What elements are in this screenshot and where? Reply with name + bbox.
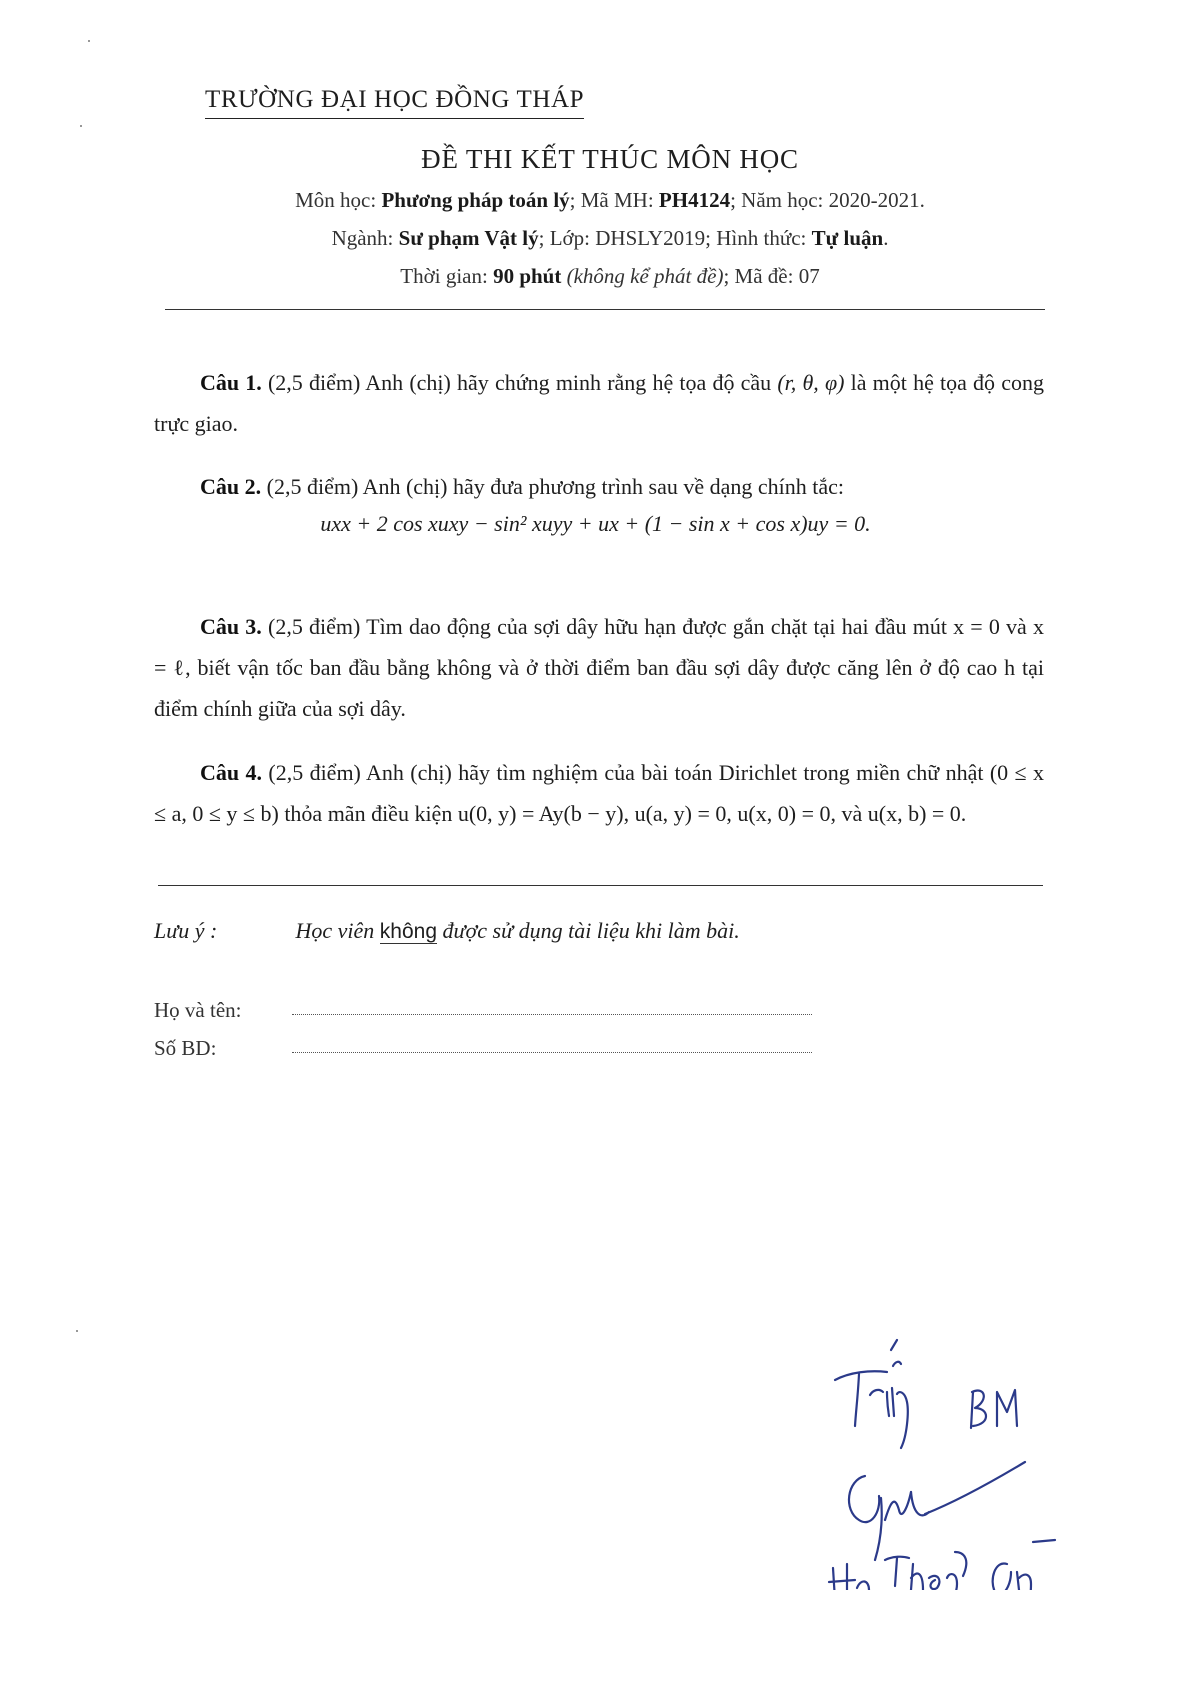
question-1-text-a: Anh (chị) hãy chứng minh rằng hệ tọa độ cầu [365, 370, 772, 395]
exam-code: 07 [798, 264, 820, 288]
school-year: 2020-2021. [828, 188, 925, 212]
id-field [154, 1036, 216, 1061]
question-3 [154, 606, 1044, 729]
form-end: . [883, 226, 889, 250]
question-1-math: (r, θ, φ) [777, 370, 845, 395]
course-name: Phương pháp toán lý [381, 188, 570, 212]
exam-duration: 90 phút [493, 264, 562, 288]
question-4-text: Anh (chị) hãy tìm nghiệm của bài toán Dirichlet trong miền chữ nhật (0 ≤ x ≤ a, 0 ≤ y ≤ b) thỏa mãn điều kiện u(0, y) = Ay(b − y), u(a, y) = 0, u(x, 0) = 0, và u(x, b) = 0. [154, 760, 1044, 826]
course-line [0, 188, 1191, 213]
question-1 [154, 362, 1044, 444]
note-label: Lưu ý : [154, 918, 218, 943]
id-dotted-line [292, 1052, 812, 1053]
exam-form: Tự luận [811, 226, 884, 250]
question-2-label: Câu 2. [200, 474, 262, 499]
major-name: Sư phạm Vật lý [398, 226, 539, 250]
time-note: (không kể phát đề) [566, 264, 724, 288]
question-1-text-b: là một hệ tọa độ cong trực giao. [154, 370, 1044, 436]
question-3-text: Tìm dao động của sợi dây hữu hạn được gắn chặt tại hai đầu mút x = 0 và x = ℓ, biết vận tốc ban đầu bằng không và ở thời điểm ban đầu sợi dây được căng lên ở độ cao h tại điểm chính giữa của sợi dây. [154, 614, 1045, 721]
id-label: Số BD: [154, 1036, 217, 1060]
name-dotted-line [292, 1014, 812, 1015]
class-name: DHSLY2019 [595, 226, 706, 250]
margin-speck [80, 125, 82, 127]
time-label: Thời gian: [400, 264, 488, 288]
margin-speck [88, 40, 90, 42]
note-text-a: Học viên [295, 918, 375, 943]
year-label: ; Năm học: [730, 188, 824, 212]
exam-title: ĐỀ THI KẾT THÚC MÔN HỌC [421, 144, 799, 174]
name-label: Họ và tên: [154, 998, 242, 1022]
question-2-points: (2,5 điểm) [266, 474, 359, 499]
question-1-points: (2,5 điểm) [267, 370, 361, 395]
question-4 [154, 752, 1044, 834]
name-field [154, 998, 241, 1023]
header-divider [165, 309, 1045, 310]
question-2-equation: uxx + 2 cos xuxy − sin² xuyy + ux + (1 − sin x + cos x)uy = 0. [320, 511, 871, 536]
major-label: Ngành: [331, 226, 394, 250]
margin-speck [76, 1330, 78, 1332]
question-4-label: Câu 4. [200, 760, 262, 785]
class-label: ; Lớp: [538, 226, 590, 250]
footer-divider [158, 885, 1043, 886]
question-3-label: Câu 3. [200, 614, 262, 639]
question-1-label: Câu 1. [200, 370, 262, 395]
question-3-points: (2,5 điểm) [268, 614, 361, 639]
note-text-b: được sử dụng tài liệu khi làm bài. [442, 918, 740, 943]
note-line [154, 918, 740, 944]
code-label: ; Mã MH: [569, 188, 654, 212]
exam-code-label: ; Mã đề: [723, 264, 794, 288]
handwritten-signature [825, 1180, 1095, 1590]
question-2 [154, 466, 1044, 507]
question-2-text: Anh (chị) hãy đưa phương trình sau về dạng chính tắc: [362, 474, 845, 499]
course-label: Môn học: [295, 188, 377, 212]
question-4-points: (2,5 điểm) [268, 760, 361, 785]
form-label: ; Hình thức: [705, 226, 807, 250]
major-line [0, 226, 1191, 251]
time-line [0, 264, 1191, 289]
note-keyword: không [379, 920, 438, 943]
course-code: PH4124 [658, 188, 731, 212]
school-name: TRƯỜNG ĐẠI HỌC ĐỒNG THÁP [205, 86, 584, 119]
